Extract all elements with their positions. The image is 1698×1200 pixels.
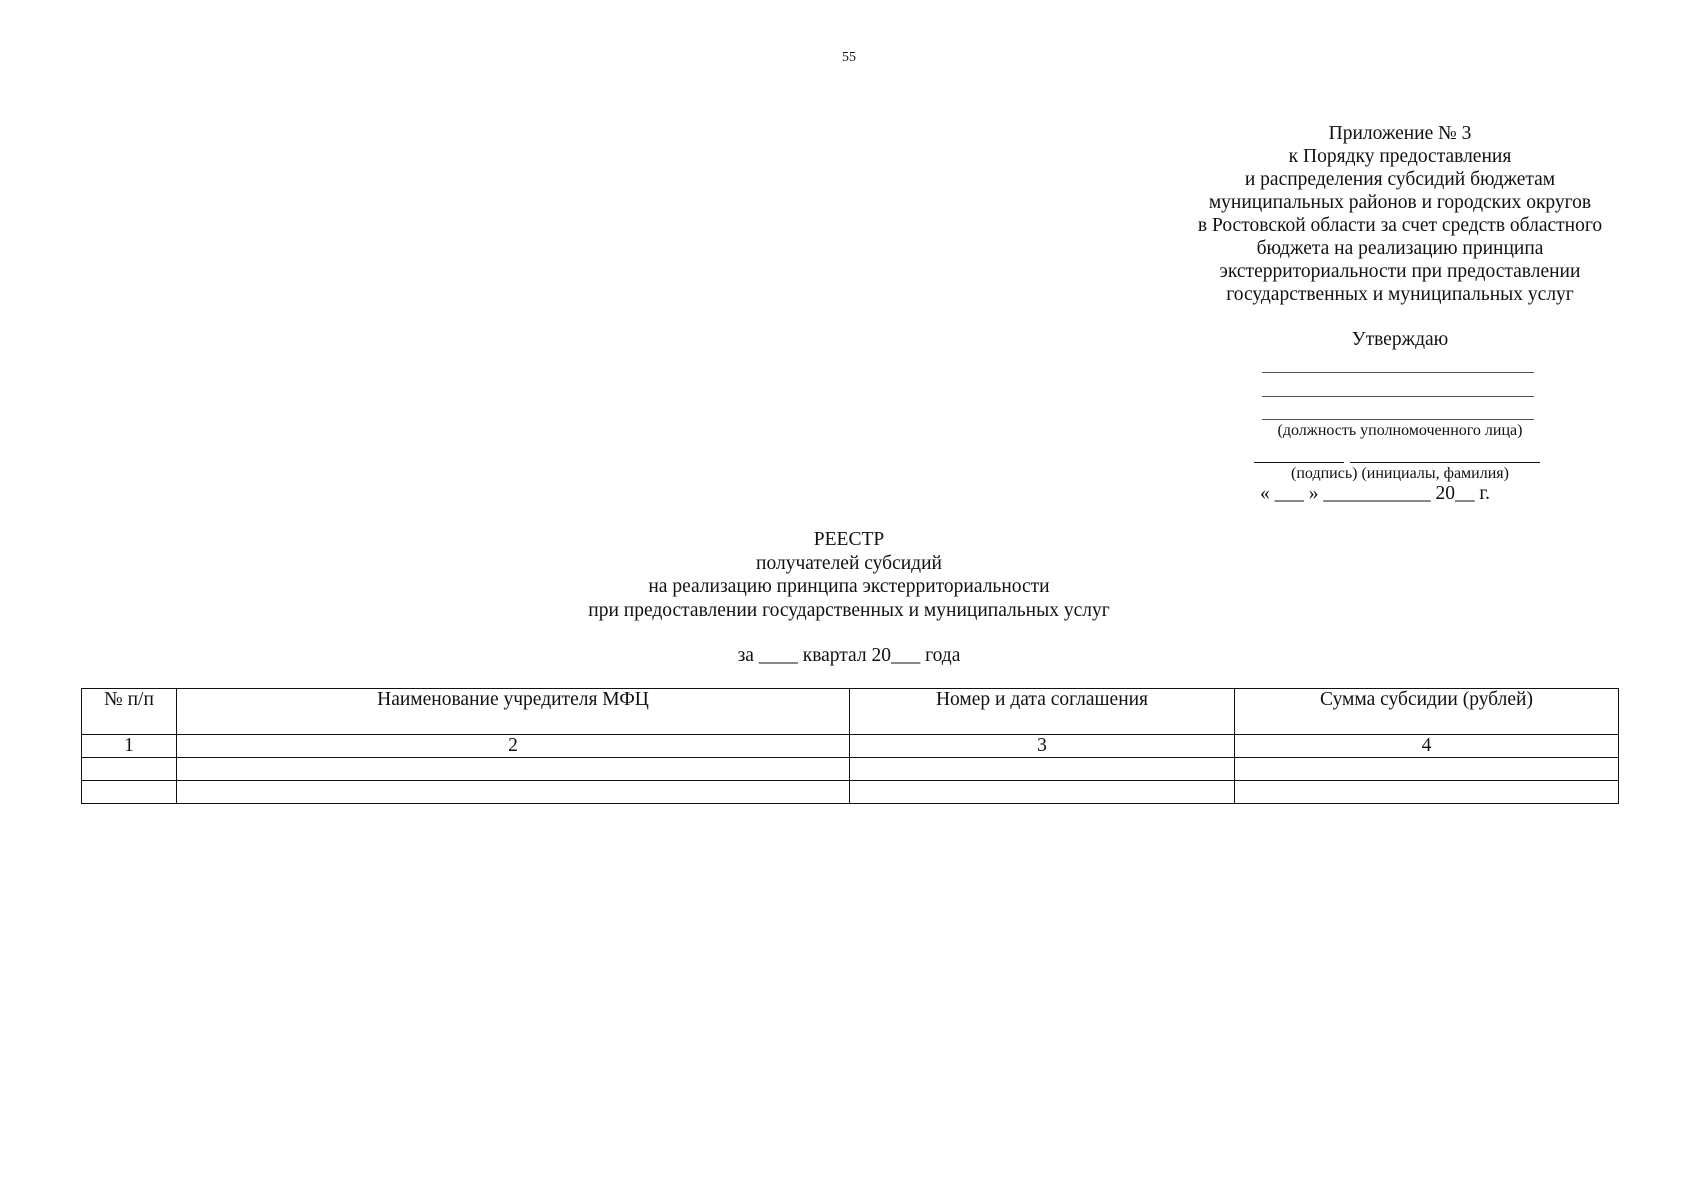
name-blank-line (1350, 462, 1540, 463)
appendix-line: к Порядку предоставления (1288, 146, 1512, 167)
column-number: 1 (82, 735, 177, 758)
appendix-line: бюджета на реализацию принципа (1256, 238, 1544, 259)
registry-title-line: при предоставлении государственных и муниципальных услуг (588, 599, 1110, 621)
appendix-header (1160, 122, 1640, 306)
registry-title-line: РЕЕСТР (813, 529, 885, 550)
appendix-line: экстерриториальности при предоставлении (1219, 261, 1581, 282)
header-number: № п/п (82, 689, 177, 735)
appendix-line: в Ростовской области за счет средств областного (1197, 215, 1603, 236)
table-cell[interactable] (850, 758, 1235, 781)
header-agreement: Номер и дата соглашения (850, 689, 1235, 735)
registry-title (0, 528, 1698, 622)
appendix-line: и распределения субсидий бюджетам (1244, 169, 1556, 190)
position-blank-line (1262, 372, 1534, 373)
registry-table (81, 688, 1619, 804)
table-row (82, 781, 1619, 804)
appendix-line: Приложение № 3 (1328, 123, 1472, 144)
column-number: 4 (1235, 735, 1619, 758)
registry-title-line: получателей субсидий (756, 552, 942, 574)
registry-period: за ____ квартал 20___ года (737, 645, 961, 666)
column-number: 2 (177, 735, 850, 758)
table-cell[interactable] (1235, 781, 1619, 804)
table-cell[interactable] (82, 758, 177, 781)
header-subsidy-amount: Сумма субсидии (рублей) (1235, 689, 1619, 735)
table-header-row (82, 689, 1619, 735)
position-caption: (должность уполномоченного лица) (1277, 422, 1523, 439)
table-cell[interactable] (850, 781, 1235, 804)
table-row (82, 758, 1619, 781)
signature-blank-line (1254, 462, 1344, 463)
table-cell[interactable] (1235, 758, 1619, 781)
approval-title: Утверждаю (1351, 329, 1449, 350)
column-number: 3 (850, 735, 1235, 758)
position-blank-line (1262, 396, 1534, 397)
approval-date-line: « ___ » ___________ 20__ г. (1260, 483, 1491, 504)
page-number: 55 (842, 50, 856, 65)
table-cell[interactable] (82, 781, 177, 804)
header-founder-name: Наименование учредителя МФЦ (177, 689, 850, 735)
table-cell[interactable] (177, 758, 850, 781)
table-cell[interactable] (177, 781, 850, 804)
signature-caption: (подпись) (инициалы, фамилия) (1291, 465, 1509, 482)
column-number-row (82, 735, 1619, 758)
appendix-line: государственных и муниципальных услуг (1226, 284, 1574, 305)
position-blank-line (1262, 419, 1534, 420)
appendix-line: муниципальных районов и городских округов (1208, 192, 1592, 213)
registry-title-line: на реализацию принципа экстерриториальности (648, 576, 1050, 597)
